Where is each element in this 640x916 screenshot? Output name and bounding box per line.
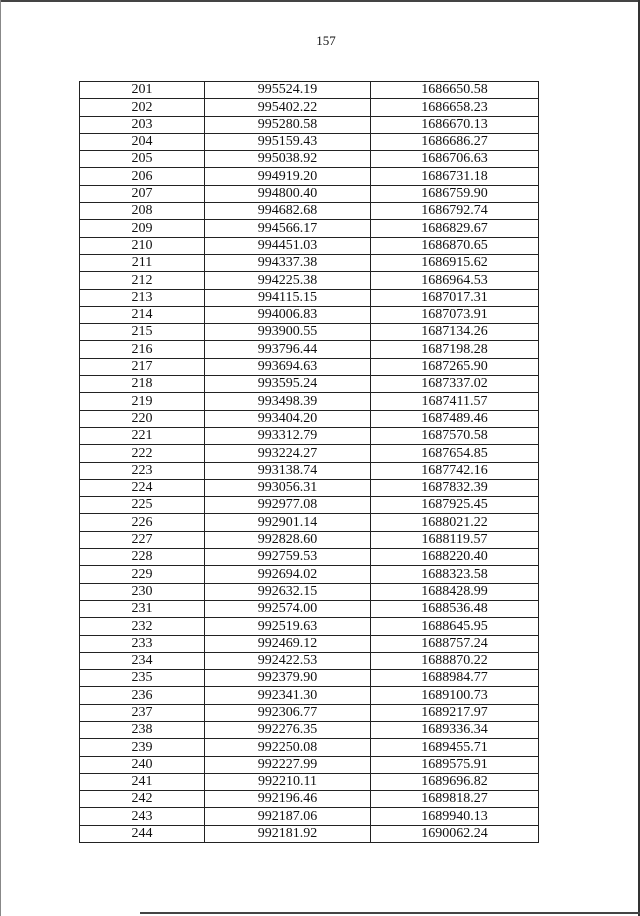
y-coordinate-cell: 1689818.27 — [371, 791, 539, 808]
x-coordinate-cell: 995280.58 — [205, 116, 371, 133]
x-coordinate-cell: 992210.11 — [205, 773, 371, 790]
point-number-cell: 228 — [80, 549, 205, 566]
table-row — [80, 721, 539, 738]
table-row — [80, 618, 539, 635]
y-coordinate-cell: 1689100.73 — [371, 687, 539, 704]
x-coordinate-cell: 992632.15 — [205, 583, 371, 600]
point-number-cell: 232 — [80, 618, 205, 635]
point-number-cell: 212 — [80, 272, 205, 289]
y-coordinate-cell: 1687017.31 — [371, 289, 539, 306]
table-row — [80, 133, 539, 150]
x-coordinate-cell: 994006.83 — [205, 306, 371, 323]
x-coordinate-cell: 992977.08 — [205, 497, 371, 514]
point-number-cell: 241 — [80, 773, 205, 790]
point-number-cell: 219 — [80, 393, 205, 410]
x-coordinate-cell: 993796.44 — [205, 341, 371, 358]
point-number-cell: 243 — [80, 808, 205, 825]
y-coordinate-cell: 1689217.97 — [371, 704, 539, 721]
table-row — [80, 358, 539, 375]
table-row — [80, 427, 539, 444]
table-row — [80, 566, 539, 583]
table-row — [80, 393, 539, 410]
point-number-cell: 223 — [80, 462, 205, 479]
table-row — [80, 479, 539, 496]
point-number-cell: 217 — [80, 358, 205, 375]
y-coordinate-cell: 1686706.63 — [371, 151, 539, 168]
y-coordinate-cell: 1687925.45 — [371, 497, 539, 514]
x-coordinate-cell: 992422.53 — [205, 652, 371, 669]
point-number-cell: 230 — [80, 583, 205, 600]
y-coordinate-cell: 1686670.13 — [371, 116, 539, 133]
point-number-cell: 204 — [80, 133, 205, 150]
table-row — [80, 445, 539, 462]
coordinates-table-body — [80, 82, 539, 843]
point-number-cell: 240 — [80, 756, 205, 773]
point-number-cell: 237 — [80, 704, 205, 721]
table-row — [80, 151, 539, 168]
point-number-cell: 227 — [80, 531, 205, 548]
y-coordinate-cell: 1686829.67 — [371, 220, 539, 237]
y-coordinate-cell: 1687073.91 — [371, 306, 539, 323]
y-coordinate-cell: 1687489.46 — [371, 410, 539, 427]
x-coordinate-cell: 994566.17 — [205, 220, 371, 237]
point-number-cell: 201 — [80, 82, 205, 99]
y-coordinate-cell: 1686964.53 — [371, 272, 539, 289]
table-row — [80, 341, 539, 358]
table-row — [80, 289, 539, 306]
point-number-cell: 239 — [80, 739, 205, 756]
table-row — [80, 168, 539, 185]
point-number-cell: 213 — [80, 289, 205, 306]
x-coordinate-cell: 993404.20 — [205, 410, 371, 427]
table-row — [80, 514, 539, 531]
x-coordinate-cell: 992196.46 — [205, 791, 371, 808]
y-coordinate-cell: 1688645.95 — [371, 618, 539, 635]
x-coordinate-cell: 992574.00 — [205, 600, 371, 617]
table-row — [80, 324, 539, 341]
y-coordinate-cell: 1688757.24 — [371, 635, 539, 652]
y-coordinate-cell: 1687265.90 — [371, 358, 539, 375]
point-number-cell: 215 — [80, 324, 205, 341]
y-coordinate-cell: 1686658.23 — [371, 99, 539, 116]
x-coordinate-cell: 993312.79 — [205, 427, 371, 444]
y-coordinate-cell: 1688870.22 — [371, 652, 539, 669]
table-row — [80, 756, 539, 773]
point-number-cell: 236 — [80, 687, 205, 704]
x-coordinate-cell: 992379.90 — [205, 670, 371, 687]
y-coordinate-cell: 1688220.40 — [371, 549, 539, 566]
table-row — [80, 306, 539, 323]
x-coordinate-cell: 993595.24 — [205, 376, 371, 393]
x-coordinate-cell: 992694.02 — [205, 566, 371, 583]
y-coordinate-cell: 1689336.34 — [371, 721, 539, 738]
point-number-cell: 233 — [80, 635, 205, 652]
y-coordinate-cell: 1687198.28 — [371, 341, 539, 358]
y-coordinate-cell: 1686686.27 — [371, 133, 539, 150]
table-row — [80, 116, 539, 133]
point-number-cell: 203 — [80, 116, 205, 133]
table-row — [80, 791, 539, 808]
y-coordinate-cell: 1688428.99 — [371, 583, 539, 600]
page-edge-left — [0, 0, 1, 916]
x-coordinate-cell: 995402.22 — [205, 99, 371, 116]
table-row — [80, 410, 539, 427]
y-coordinate-cell: 1690062.24 — [371, 825, 539, 842]
x-coordinate-cell: 992469.12 — [205, 635, 371, 652]
y-coordinate-cell: 1687134.26 — [371, 324, 539, 341]
x-coordinate-cell: 995159.43 — [205, 133, 371, 150]
point-number-cell: 216 — [80, 341, 205, 358]
x-coordinate-cell: 992276.35 — [205, 721, 371, 738]
table-row — [80, 670, 539, 687]
point-number-cell: 229 — [80, 566, 205, 583]
y-coordinate-cell: 1686650.58 — [371, 82, 539, 99]
x-coordinate-cell: 994337.38 — [205, 254, 371, 271]
x-coordinate-cell: 992181.92 — [205, 825, 371, 842]
table-row — [80, 497, 539, 514]
point-number-cell: 208 — [80, 203, 205, 220]
point-number-cell: 235 — [80, 670, 205, 687]
x-coordinate-cell: 992828.60 — [205, 531, 371, 548]
y-coordinate-cell: 1687337.02 — [371, 376, 539, 393]
table-row — [80, 704, 539, 721]
x-coordinate-cell: 993900.55 — [205, 324, 371, 341]
table-row — [80, 99, 539, 116]
x-coordinate-cell: 994225.38 — [205, 272, 371, 289]
x-coordinate-cell: 994800.40 — [205, 185, 371, 202]
y-coordinate-cell: 1686759.90 — [371, 185, 539, 202]
y-coordinate-cell: 1686792.74 — [371, 203, 539, 220]
x-coordinate-cell: 993694.63 — [205, 358, 371, 375]
y-coordinate-cell: 1688536.48 — [371, 600, 539, 617]
table-row — [80, 220, 539, 237]
point-number-cell: 242 — [80, 791, 205, 808]
table-row — [80, 203, 539, 220]
x-coordinate-cell: 992227.99 — [205, 756, 371, 773]
point-number-cell: 209 — [80, 220, 205, 237]
point-number-cell: 218 — [80, 376, 205, 393]
page-edge-top — [0, 0, 640, 2]
point-number-cell: 231 — [80, 600, 205, 617]
point-number-cell: 238 — [80, 721, 205, 738]
x-coordinate-cell: 993224.27 — [205, 445, 371, 462]
x-coordinate-cell: 994682.68 — [205, 203, 371, 220]
y-coordinate-cell: 1687411.57 — [371, 393, 539, 410]
page-edge-bottom — [140, 912, 640, 914]
table-row — [80, 185, 539, 202]
table-row — [80, 600, 539, 617]
point-number-cell: 214 — [80, 306, 205, 323]
x-coordinate-cell: 995524.19 — [205, 82, 371, 99]
y-coordinate-cell: 1688984.77 — [371, 670, 539, 687]
y-coordinate-cell: 1686731.18 — [371, 168, 539, 185]
x-coordinate-cell: 993138.74 — [205, 462, 371, 479]
coordinates-table — [79, 81, 539, 843]
y-coordinate-cell: 1688119.57 — [371, 531, 539, 548]
y-coordinate-cell: 1689940.13 — [371, 808, 539, 825]
x-coordinate-cell: 992341.30 — [205, 687, 371, 704]
table-row — [80, 808, 539, 825]
table-row — [80, 462, 539, 479]
point-number-cell: 226 — [80, 514, 205, 531]
table-row — [80, 531, 539, 548]
table-row — [80, 687, 539, 704]
point-number-cell: 224 — [80, 479, 205, 496]
table-row — [80, 549, 539, 566]
point-number-cell: 206 — [80, 168, 205, 185]
x-coordinate-cell: 992250.08 — [205, 739, 371, 756]
point-number-cell: 220 — [80, 410, 205, 427]
y-coordinate-cell: 1689575.91 — [371, 756, 539, 773]
point-number-cell: 234 — [80, 652, 205, 669]
table-row — [80, 583, 539, 600]
x-coordinate-cell: 994451.03 — [205, 237, 371, 254]
point-number-cell: 244 — [80, 825, 205, 842]
y-coordinate-cell: 1686915.62 — [371, 254, 539, 271]
x-coordinate-cell: 992187.06 — [205, 808, 371, 825]
table-row — [80, 82, 539, 99]
table-row — [80, 635, 539, 652]
table-row — [80, 773, 539, 790]
y-coordinate-cell: 1688323.58 — [371, 566, 539, 583]
table-row — [80, 254, 539, 271]
y-coordinate-cell: 1687570.58 — [371, 427, 539, 444]
y-coordinate-cell: 1689696.82 — [371, 773, 539, 790]
point-number-cell: 222 — [80, 445, 205, 462]
page-number: 157 — [316, 33, 336, 48]
point-number-cell: 211 — [80, 254, 205, 271]
point-number-cell: 221 — [80, 427, 205, 444]
table-row — [80, 376, 539, 393]
x-coordinate-cell: 993056.31 — [205, 479, 371, 496]
x-coordinate-cell: 992901.14 — [205, 514, 371, 531]
point-number-cell: 205 — [80, 151, 205, 168]
point-number-cell: 207 — [80, 185, 205, 202]
x-coordinate-cell: 992306.77 — [205, 704, 371, 721]
point-number-cell: 225 — [80, 497, 205, 514]
x-coordinate-cell: 994919.20 — [205, 168, 371, 185]
x-coordinate-cell: 992519.63 — [205, 618, 371, 635]
y-coordinate-cell: 1687742.16 — [371, 462, 539, 479]
x-coordinate-cell: 993498.39 — [205, 393, 371, 410]
y-coordinate-cell: 1687654.85 — [371, 445, 539, 462]
table-row — [80, 272, 539, 289]
y-coordinate-cell: 1688021.22 — [371, 514, 539, 531]
x-coordinate-cell: 995038.92 — [205, 151, 371, 168]
table-row — [80, 825, 539, 842]
x-coordinate-cell: 994115.15 — [205, 289, 371, 306]
table-row — [80, 237, 539, 254]
x-coordinate-cell: 992759.53 — [205, 549, 371, 566]
table-row — [80, 652, 539, 669]
table-row — [80, 739, 539, 756]
point-number-cell: 210 — [80, 237, 205, 254]
y-coordinate-cell: 1686870.65 — [371, 237, 539, 254]
y-coordinate-cell: 1689455.71 — [371, 739, 539, 756]
point-number-cell: 202 — [80, 99, 205, 116]
y-coordinate-cell: 1687832.39 — [371, 479, 539, 496]
